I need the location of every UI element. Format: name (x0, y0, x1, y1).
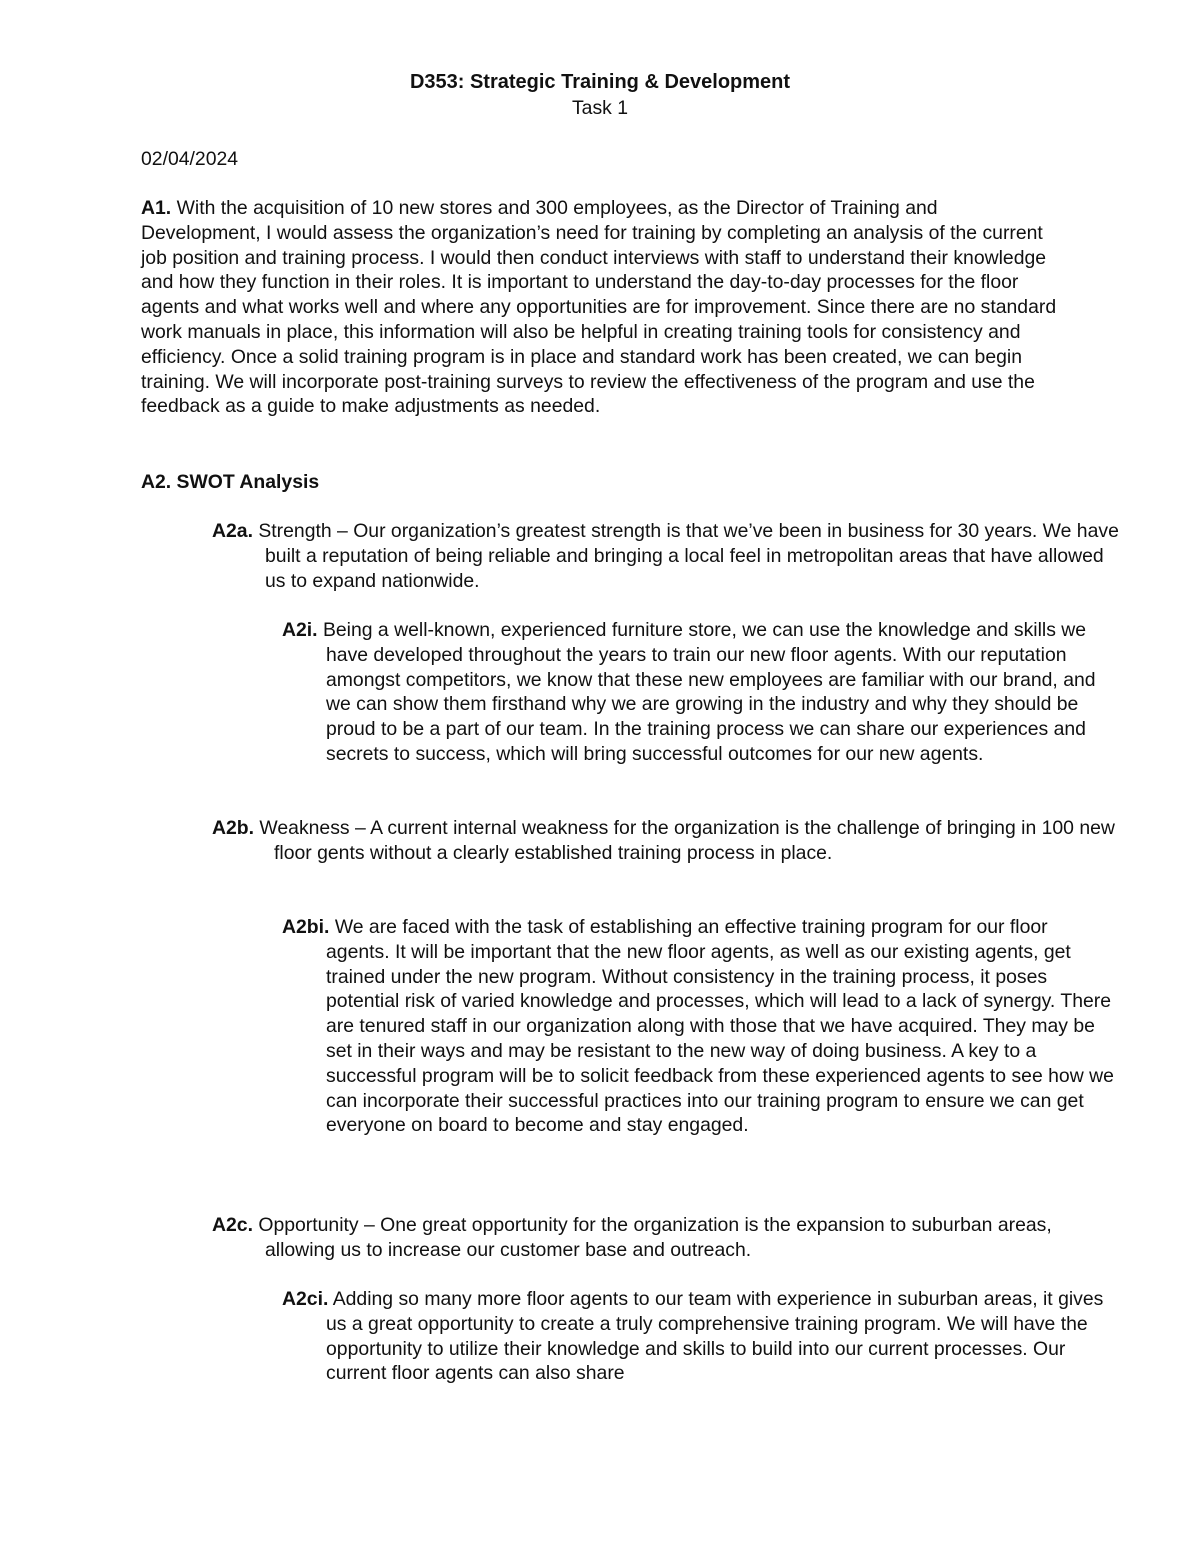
section-a2i (282, 618, 1116, 767)
section-a1-label: A1. (141, 197, 172, 219)
document-title: D353: Strategic Training & Development (409, 71, 791, 93)
document-subtitle: Task 1 (571, 97, 629, 119)
section-a2c-label: A2c. (212, 1214, 253, 1236)
section-a2c (212, 1213, 1125, 1263)
section-a2b (212, 816, 1134, 866)
section-a2c-text: Opportunity – One great opportunity for the organization is the expansion to suburban areas, allowing us to increase our customer base and outreach. (258, 1214, 1052, 1261)
document-date: 02/04/2024 (141, 148, 239, 170)
section-a2i-label: A2i. (282, 619, 318, 641)
section-a2ci-label: A2ci. (282, 1288, 329, 1310)
section-a1-text: With the acquisition of 10 new stores and 300 employees, as the Director of Training and Development, I would assess the organization’s need for training by completing an analysis of the current job position and training process. I would then conduct interviews with staff to understand their knowledge and how they function in their roles. It is important to understand the day-to-day processes for the floor agents and what works well and where any opportunities are for improvement. Since there are no standard work manuals in place, this information will also be helpful in creating training tools for consistency and efficiency. Once a solid training program is in place and standard work has been created, we can begin training. We will incorporate post-training surveys to review the effectiveness of the program and use the feedback as a guide to make adjustments as needed. (141, 197, 1057, 418)
section-a2b-text: Weakness – A current internal weakness for the organization is the challenge of bringing in 100 new floor gents without a clearly established training process in place. (259, 817, 1115, 864)
section-a2b-label: A2b. (212, 817, 255, 839)
section-a2ci (282, 1287, 1116, 1386)
section-a2a-label: A2a. (212, 520, 253, 542)
section-a2ci-text: Adding so many more floor agents to our team with experience in suburban areas, it gives us a great opportunity to create a truly comprehensive training program. We will have the opportunity to utilize their knowledge and skills to build into our current processes. Our current floor agents can also share (326, 1288, 1104, 1385)
section-a1 (141, 196, 1061, 419)
section-a2a-text: Strength – Our organization’s greatest strength is that we’ve been in business for 30 years. We have built a reputation of being reliable and bringing a local feel in metropolitan areas that have allowed us to expand nationwide. (258, 520, 1119, 592)
section-a2bi (282, 915, 1116, 1138)
section-a2bi-label: A2bi. (282, 916, 330, 938)
section-a2bi-text: We are faced with the task of establishing an effective training program for our floor agents. It will be important that the new floor agents, as well as our existing agents, get trained under the new program. Without consistency in the training process, it poses potential risk of varied knowledge and processes, which will lead to a lack of synergy. There are tenured staff in our organization along with those that we have acquired. They may be set in their ways and may be resistant to the new way of doing business. A key to a successful program will be to solicit feedback from these experienced agents to see how we can incorporate their successful practices into our training program to ensure we can get everyone on board to become and stay engaged. (326, 916, 1114, 1137)
section-a2i-text: Being a well-known, experienced furniture store, we can use the knowledge and skills we have developed throughout the years to train our new floor agents. With our reputation amongst competitors, we know that these new employees are familiar with our brand, and we can show them firsthand why we are growing in the industry and why they should be proud to be a part of our team. In the training process we can share our experiences and secrets to success, which will bring successful outcomes for our new agents. (322, 619, 1096, 765)
section-a2a (212, 519, 1125, 593)
swot-heading: A2. SWOT Analysis (141, 471, 320, 493)
